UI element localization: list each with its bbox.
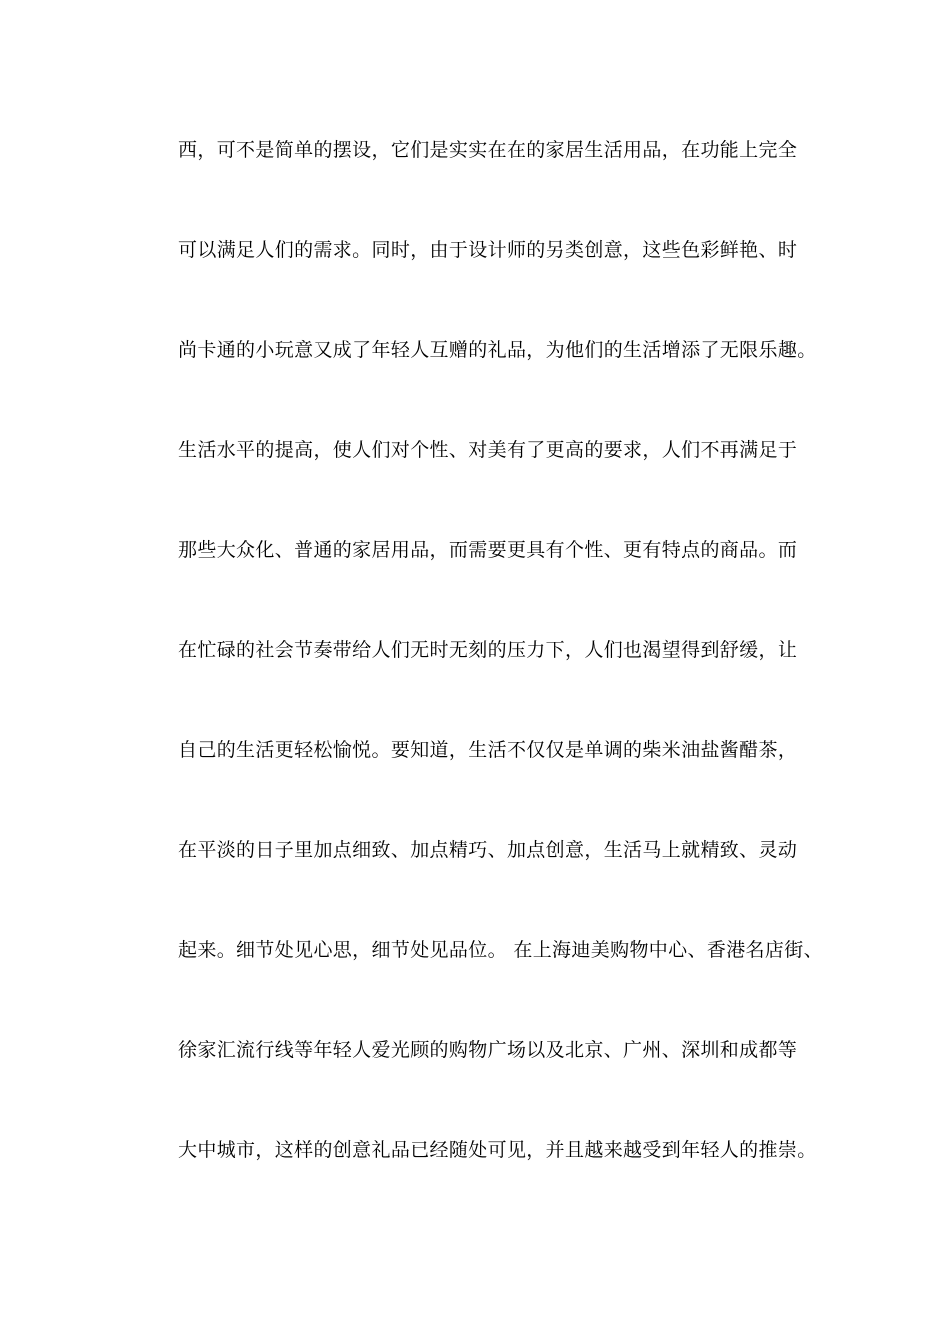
text-line: 西，可不是简单的摆设，它们是实实在在的家居生活用品，在功能上完全 <box>178 139 798 161</box>
text-line: 尚卡通的小玩意又成了年轻人互赠的礼品，为他们的生活增添了无限乐趣。 <box>178 339 817 361</box>
text-line: 那些大众化、普通的家居用品，而需要更具有个性、更有特点的商品。而 <box>178 539 798 561</box>
text-line: 大中城市，这样的创意礼品已经随处可见，并且越来越受到年轻人的推崇。 <box>178 1139 817 1161</box>
text-line: 徐家汇流行线等年轻人爱光顾的购物广场以及北京、广州、深圳和成都等 <box>178 1039 798 1061</box>
text-line: 在忙碌的社会节奏带给人们无时无刻的压力下，人们也渴望得到舒缓，让 <box>178 639 798 661</box>
text-line: 可以满足人们的需求。同时，由于设计师的另类创意，这些色彩鲜艳、时 <box>178 239 798 261</box>
text-line: 起来。细节处见心思，细节处见品位。 在上海迪美购物中心、香港名店街、 <box>178 939 823 961</box>
text-line: 生活水平的提高，使人们对个性、对美有了更高的要求，人们不再满足于 <box>178 439 798 461</box>
text-line: 在平淡的日子里加点细致、加点精巧、加点创意，生活马上就精致、灵动 <box>178 839 798 861</box>
text-line: 自己的生活更轻松愉悦。要知道，生活不仅仅是单调的柴米油盐酱醋茶， <box>178 739 798 761</box>
